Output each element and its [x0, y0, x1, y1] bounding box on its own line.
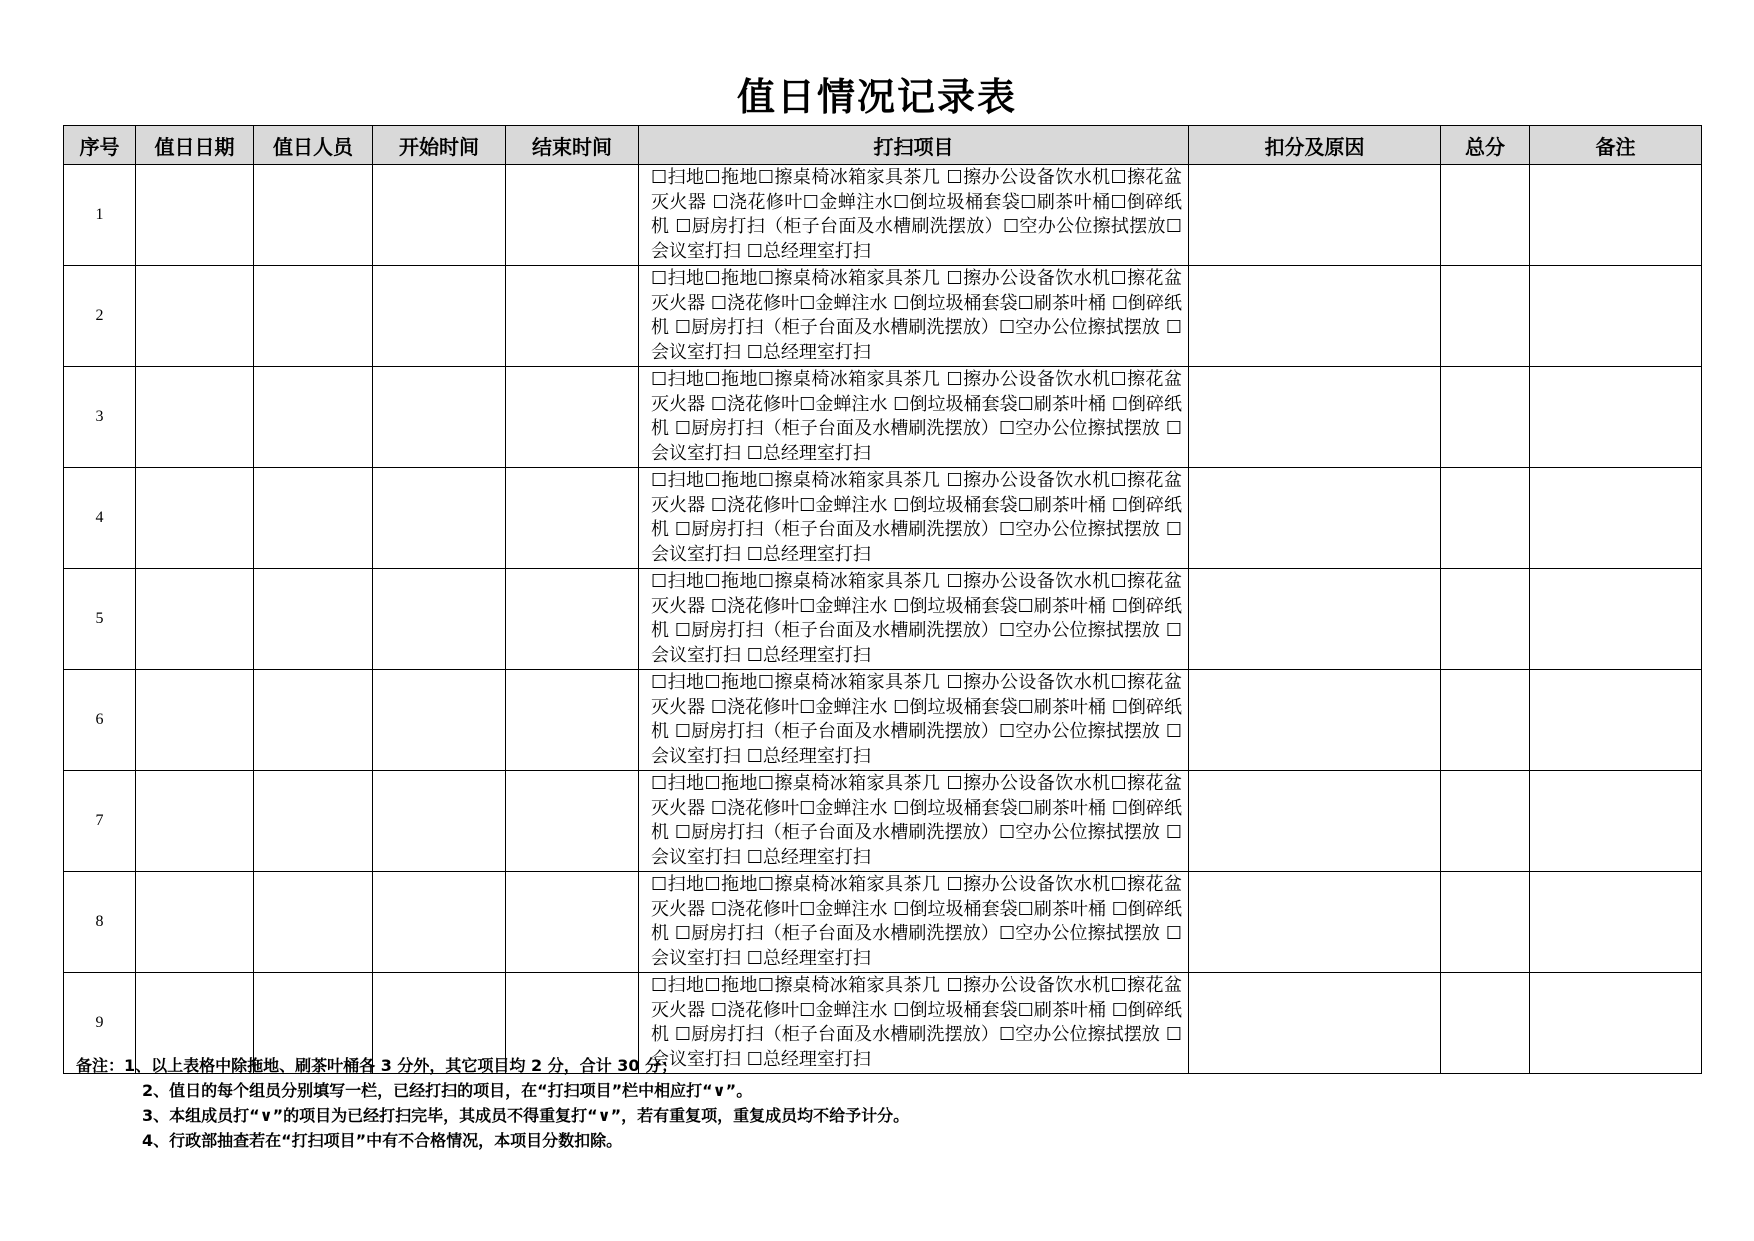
duty-date-cell[interactable]	[136, 468, 254, 569]
duty-date-cell[interactable]	[136, 367, 254, 468]
start-time-cell[interactable]	[373, 670, 506, 771]
seq-cell: 6	[64, 670, 136, 771]
deduction-reason-cell[interactable]	[1189, 165, 1441, 266]
total-score-cell[interactable]	[1441, 367, 1530, 468]
cleaning-items-text: ☐扫地☐拖地☐擦桌椅冰箱家具茶几 ☐擦办公设备饮水机☐擦花盆灭火器 ☐浇花修叶☐金蝉注水 ☐倒垃圾桶套袋☐刷茶叶桶 ☐倒碎纸机 ☐厨房打扫（柜子台面及水槽刷洗摆放）☐空办公位擦拭摆放 ☐会议室打扫 ☐总经理室打扫	[651, 470, 1182, 565]
duty-person-cell[interactable]	[254, 670, 373, 771]
remarks-cell[interactable]	[1530, 872, 1702, 973]
table-row	[64, 468, 1702, 569]
remarks-cell[interactable]	[1530, 569, 1702, 670]
start-time-cell[interactable]	[373, 367, 506, 468]
deduction-reason-cell[interactable]	[1189, 266, 1441, 367]
cleaning-items-cell[interactable]	[639, 569, 1189, 670]
remarks-cell[interactable]	[1530, 973, 1702, 1074]
start-time-cell[interactable]	[373, 569, 506, 670]
end-time-cell[interactable]	[506, 266, 639, 367]
notes-section	[76, 1053, 909, 1153]
table-row	[64, 771, 1702, 872]
header-remarks: 备注	[1530, 126, 1702, 165]
note-line-3: 3、本组成员打“∨”的项目为已经打扫完毕，其成员不得重复打“∨”，若有重复项，重复成员均不给予计分。	[142, 1106, 910, 1125]
duty-person-cell[interactable]	[254, 367, 373, 468]
cleaning-items-cell[interactable]	[639, 468, 1189, 569]
deduction-reason-cell[interactable]	[1189, 670, 1441, 771]
table-row	[64, 367, 1702, 468]
duty-person-cell[interactable]	[254, 468, 373, 569]
remarks-cell[interactable]	[1530, 367, 1702, 468]
cleaning-items-text: ☐扫地☐拖地☐擦桌椅冰箱家具茶几 ☐擦办公设备饮水机☐擦花盆灭火器 ☐浇花修叶☐金蝉注水 ☐倒垃圾桶套袋☐刷茶叶桶 ☐倒碎纸机 ☐厨房打扫（柜子台面及水槽刷洗摆放）☐空办公位擦拭摆放 ☐会议室打扫 ☐总经理室打扫	[651, 268, 1182, 363]
end-time-cell[interactable]	[506, 771, 639, 872]
remarks-cell[interactable]	[1530, 468, 1702, 569]
cleaning-items-cell[interactable]	[639, 670, 1189, 771]
end-time-cell[interactable]	[506, 872, 639, 973]
cleaning-items-text: ☐扫地☐拖地☐擦桌椅冰箱家具茶几 ☐擦办公设备饮水机☐擦花盆灭火器 ☐浇花修叶☐金蝉注水 ☐倒垃圾桶套袋☐刷茶叶桶 ☐倒碎纸机 ☐厨房打扫（柜子台面及水槽刷洗摆放）☐空办公位擦拭摆放 ☐会议室打扫 ☐总经理室打扫	[651, 672, 1182, 767]
cleaning-items-text: ☐扫地☐拖地☐擦桌椅冰箱家具茶几 ☐擦办公设备饮水机☐擦花盆灭火器 ☐浇花修叶☐金蝉注水 ☐倒垃圾桶套袋☐刷茶叶桶 ☐倒碎纸机 ☐厨房打扫（柜子台面及水槽刷洗摆放）☐空办公位擦拭摆放 ☐会议室打扫 ☐总经理室打扫	[651, 369, 1182, 464]
end-time-cell[interactable]	[506, 670, 639, 771]
seq-cell: 5	[64, 569, 136, 670]
cleaning-items-cell[interactable]	[639, 872, 1189, 973]
start-time-cell[interactable]	[373, 468, 506, 569]
header-row	[64, 126, 1702, 165]
table-row	[64, 569, 1702, 670]
deduction-reason-cell[interactable]	[1189, 771, 1441, 872]
end-time-cell[interactable]	[506, 367, 639, 468]
duty-date-cell[interactable]	[136, 872, 254, 973]
seq-cell: 1	[64, 165, 136, 266]
cleaning-items-text: ☐扫地☐拖地☐擦桌椅冰箱家具茶几 ☐擦办公设备饮水机☐擦花盆灭火器 ☐浇花修叶☐金蝉注水 ☐倒垃圾桶套袋☐刷茶叶桶 ☐倒碎纸机 ☐厨房打扫（柜子台面及水槽刷洗摆放）☐空办公位擦拭摆放 ☐会议室打扫 ☐总经理室打扫	[651, 773, 1182, 868]
table-row	[64, 165, 1702, 266]
start-time-cell[interactable]	[373, 771, 506, 872]
seq-cell: 2	[64, 266, 136, 367]
total-score-cell[interactable]	[1441, 165, 1530, 266]
header-seq: 序号	[64, 126, 136, 165]
start-time-cell[interactable]	[373, 872, 506, 973]
total-score-cell[interactable]	[1441, 973, 1530, 1074]
table-row	[64, 670, 1702, 771]
header-total-score: 总分	[1441, 126, 1530, 165]
total-score-cell[interactable]	[1441, 468, 1530, 569]
deduction-reason-cell[interactable]	[1189, 468, 1441, 569]
duty-person-cell[interactable]	[254, 771, 373, 872]
cleaning-items-cell[interactable]	[639, 266, 1189, 367]
duty-date-cell[interactable]	[136, 569, 254, 670]
cleaning-items-cell[interactable]	[639, 771, 1189, 872]
page-title: 值日情况记录表	[736, 75, 1017, 119]
end-time-cell[interactable]	[506, 468, 639, 569]
total-score-cell[interactable]	[1441, 771, 1530, 872]
remarks-cell[interactable]	[1530, 670, 1702, 771]
duty-person-cell[interactable]	[254, 872, 373, 973]
seq-cell: 3	[64, 367, 136, 468]
header-duty-person: 值日人员	[254, 126, 373, 165]
cleaning-items-text: ☐扫地☐拖地☐擦桌椅冰箱家具茶几 ☐擦办公设备饮水机☐擦花盆灭火器 ☐浇花修叶☐金蝉注水 ☐倒垃圾桶套袋☐刷茶叶桶 ☐倒碎纸机 ☐厨房打扫（柜子台面及水槽刷洗摆放）☐空办公位擦拭摆放 ☐会议室打扫 ☐总经理室打扫	[651, 874, 1182, 969]
deduction-reason-cell[interactable]	[1189, 569, 1441, 670]
total-score-cell[interactable]	[1441, 569, 1530, 670]
header-end-time: 结束时间	[506, 126, 639, 165]
seq-cell: 8	[64, 872, 136, 973]
deduction-reason-cell[interactable]	[1189, 872, 1441, 973]
cleaning-items-text: ☐扫地☐拖地☐擦桌椅冰箱家具茶几 ☐擦办公设备饮水机☐擦花盆灭火器 ☐浇花修叶☐金蝉注水 ☐倒垃圾桶套袋☐刷茶叶桶 ☐倒碎纸机 ☐厨房打扫（柜子台面及水槽刷洗摆放）☐空办公位擦拭摆放 ☐会议室打扫 ☐总经理室打扫	[651, 975, 1182, 1070]
deduction-reason-cell[interactable]	[1189, 367, 1441, 468]
notes-prefix: 备注：	[76, 1056, 125, 1075]
seq-cell: 9	[64, 973, 136, 1074]
seq-cell: 4	[64, 468, 136, 569]
remarks-cell[interactable]	[1530, 771, 1702, 872]
duty-date-cell[interactable]	[136, 266, 254, 367]
total-score-cell[interactable]	[1441, 872, 1530, 973]
duty-person-cell[interactable]	[254, 165, 373, 266]
deduction-reason-cell[interactable]	[1189, 973, 1441, 1074]
seq-cell: 7	[64, 771, 136, 872]
note-line-2: 2、值日的每个组员分别填写一栏，已经打扫的项目，在“打扫项目”栏中相应打“∨”。	[142, 1081, 753, 1100]
duty-person-cell[interactable]	[254, 266, 373, 367]
total-score-cell[interactable]	[1441, 266, 1530, 367]
header-start-time: 开始时间	[373, 126, 506, 165]
table-row	[64, 266, 1702, 367]
note-line-1	[76, 1053, 909, 1078]
duty-record-table	[63, 125, 1702, 1074]
start-time-cell[interactable]	[373, 266, 506, 367]
duty-date-cell[interactable]	[136, 165, 254, 266]
note-text: 1、以上表格中除拖地、刷茶叶桶各 3 分外，其它项目均 2 分，合计 30 分；	[124, 1056, 678, 1075]
cleaning-items-cell[interactable]	[639, 367, 1189, 468]
table-row	[64, 872, 1702, 973]
end-time-cell[interactable]	[506, 569, 639, 670]
start-time-cell[interactable]	[373, 165, 506, 266]
duty-person-cell[interactable]	[254, 569, 373, 670]
header-cleaning-items: 打扫项目	[639, 126, 1189, 165]
note-line-4: 4、行政部抽查若在“打扫项目”中有不合格情况，本项目分数扣除。	[142, 1131, 623, 1150]
header-duty-date: 值日日期	[136, 126, 254, 165]
total-score-cell[interactable]	[1441, 670, 1530, 771]
remarks-cell[interactable]	[1530, 266, 1702, 367]
header-deduction-reason: 扣分及原因	[1189, 126, 1441, 165]
cleaning-items-text: ☐扫地☐拖地☐擦桌椅冰箱家具茶几 ☐擦办公设备饮水机☐擦花盆灭火器 ☐浇花修叶☐金蝉注水 ☐倒垃圾桶套袋☐刷茶叶桶 ☐倒碎纸机 ☐厨房打扫（柜子台面及水槽刷洗摆放）☐空办公位擦拭摆放 ☐会议室打扫 ☐总经理室打扫	[651, 571, 1182, 666]
duty-date-cell[interactable]	[136, 670, 254, 771]
duty-date-cell[interactable]	[136, 771, 254, 872]
end-time-cell[interactable]	[506, 165, 639, 266]
cleaning-items-text: ☐扫地☐拖地☐擦桌椅冰箱家具茶几 ☐擦办公设备饮水机☐擦花盆灭火器 ☐浇花修叶☐金蝉注水☐倒垃圾桶套袋☐刷茶叶桶☐倒碎纸机 ☐厨房打扫（柜子台面及水槽刷洗摆放）☐空办公位擦拭摆放☐会议室打扫 ☐总经理室打扫	[651, 167, 1182, 262]
remarks-cell[interactable]	[1530, 165, 1702, 266]
cleaning-items-cell[interactable]	[639, 165, 1189, 266]
